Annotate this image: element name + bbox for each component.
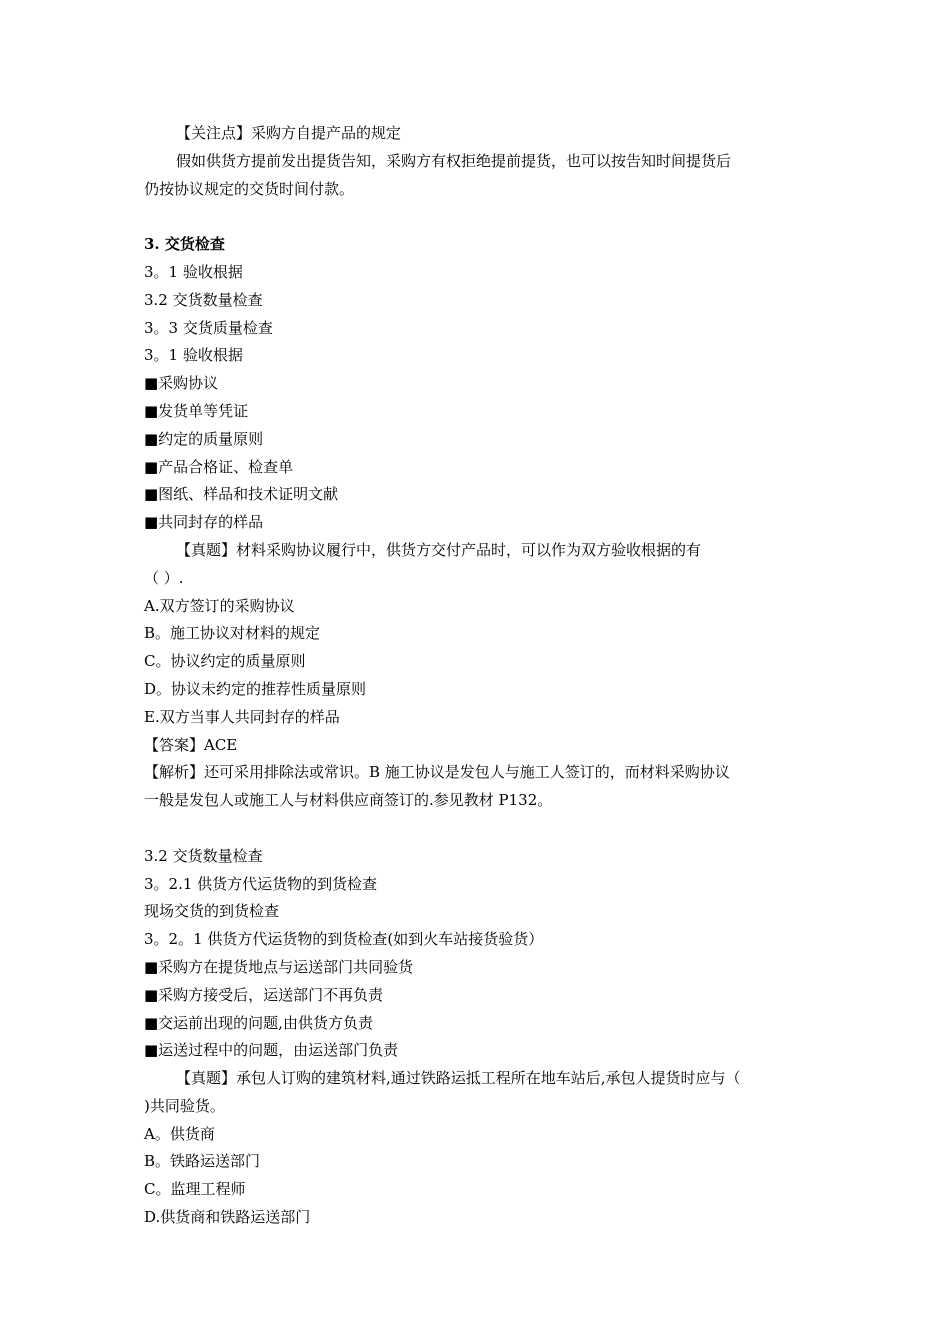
- question-option: C。协议约定的质量原则: [144, 652, 306, 671]
- spacer: [144, 203, 804, 231]
- focus-point-title: 【关注点】采购方自提产品的规定: [176, 124, 402, 142]
- subsection-title: 3。2。1 供货方代运货物的到货检查(如到火车站接货验货）: [144, 930, 544, 949]
- question-option: A。供货商: [144, 1124, 215, 1143]
- bullet-item: ■采购方在提货地点与运送部门共同验货: [144, 957, 414, 976]
- bullet-item: ■约定的质量原则: [144, 429, 264, 448]
- toc-item: 3。3 交货质量检查: [144, 318, 273, 337]
- question-option: B。施工协议对材料的规定: [144, 624, 321, 643]
- bullet-item: ■运送过程中的问题，由运送部门负责: [144, 1041, 399, 1060]
- question-analysis-line1: 【解析】还可采用排除法或常识。B 施工协议是发包人与施工人签订的，而材料采购协议: [144, 763, 730, 782]
- document-page: [144, 120, 804, 1232]
- subsection-title: 3.2 交货数量检查: [144, 846, 263, 865]
- bullet-item: ■发货单等凭证: [144, 401, 249, 420]
- toc-item: 3。2.1 供货方代运货物的到货检查: [144, 874, 378, 893]
- question-option: A.双方签订的采购协议: [144, 596, 295, 615]
- question-answer: 【答案】ACE: [144, 735, 238, 754]
- bullet-item: ■图纸、样品和技术证明文献: [144, 485, 339, 504]
- question-stem-line1: 【真题】承包人订购的建筑材料,通过铁路运抵工程所在地车站后,承包人提货时应与（: [176, 1069, 741, 1088]
- question-option: E.双方当事人共同封存的样品: [144, 707, 340, 726]
- question-option: B。铁路运送部门: [144, 1152, 261, 1171]
- question-option: D。协议未约定的推荐性质量原则: [144, 679, 367, 698]
- question-stem-line2: )共同验货。: [144, 1096, 225, 1115]
- section-heading: 3. 交货检查: [144, 235, 225, 254]
- question-stem-line2: （ ）.: [144, 568, 184, 587]
- bullet-item: ■采购协议: [144, 374, 219, 393]
- focus-point-paragraph-line1: 假如供货方提前发出提货告知，采购方有权拒绝提前提货，也可以按告知时间提货后: [176, 151, 732, 170]
- bullet-item: ■交运前出现的问题,由供货方负责: [144, 1013, 373, 1032]
- question-stem-line1: 【真题】材料采购协议履行中，供货方交付产品时，可以作为双方验收根据的有: [176, 540, 702, 559]
- bullet-item: ■共同封存的样品: [144, 513, 264, 532]
- question-option: C。监理工程师: [144, 1180, 246, 1199]
- focus-point-paragraph-line2: 仍按协议规定的交货时间付款。: [144, 179, 355, 198]
- toc-item: 3.2 交货数量检查: [144, 290, 263, 309]
- question-analysis-line2: 一般是发包人或施工人与材料供应商签订的.参见教材 P132。: [144, 791, 553, 810]
- bullet-item: ■产品合格证、检查单: [144, 457, 294, 476]
- spacer: [144, 815, 804, 843]
- question-option: D.供货商和铁路运送部门: [144, 1208, 311, 1227]
- toc-item: 现场交货的到货检查: [144, 902, 280, 921]
- subsection-title: 3。1 验收根据: [144, 346, 243, 365]
- toc-item: 3。1 验收根据: [144, 262, 243, 281]
- bullet-item: ■采购方接受后，运送部门不再负责: [144, 985, 384, 1004]
